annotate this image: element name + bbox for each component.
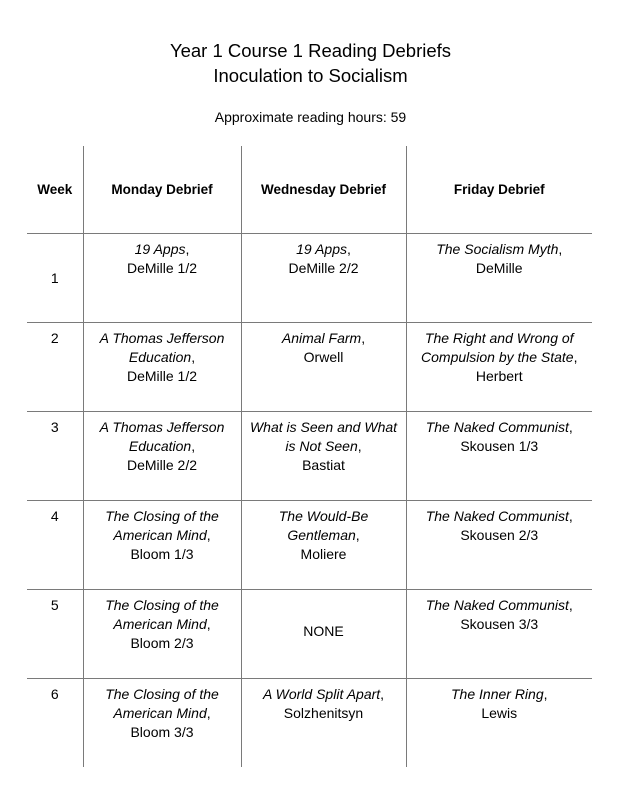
book-title: The Socialism Myth xyxy=(436,241,559,257)
book-title: A World Split Apart xyxy=(262,686,381,702)
wednesday-reading: What is Seen and What is Not Seen, Bastiat xyxy=(241,412,406,501)
book-author: Bloom 1/3 xyxy=(130,546,194,562)
book-author: Skousen 1/3 xyxy=(460,438,539,454)
book-author: DeMille 1/2 xyxy=(126,368,198,384)
wednesday-reading: 19 Apps, DeMille 2/2 xyxy=(241,234,406,323)
monday-reading: A Thomas Jefferson Education, DeMille 1/2 xyxy=(83,323,241,412)
book-title: A Thomas Jefferson Education xyxy=(99,330,225,365)
monday-reading: The Closing of the American Mind, Bloom 3/3 xyxy=(83,679,241,768)
monday-reading: The Closing of the American Mind, Bloom 2/3 xyxy=(83,590,241,679)
friday-reading: The Socialism Myth, DeMille xyxy=(406,234,592,323)
book-title: Animal Farm xyxy=(281,330,362,346)
book-author: Bastiat xyxy=(302,457,345,473)
book-title: The Naked Communist xyxy=(425,419,569,435)
book-title: The Right and Wrong of Compulsion by the State xyxy=(421,330,574,365)
book-author: DeMille 2/2 xyxy=(126,457,198,473)
monday-reading: The Closing of the American Mind, Bloom 1/3 xyxy=(83,501,241,590)
week-number: 1 xyxy=(27,234,83,323)
book-title: The Naked Communist xyxy=(425,508,569,524)
book-author: Skousen 3/3 xyxy=(460,616,539,632)
header-friday: Friday Debrief xyxy=(406,146,592,234)
wednesday-reading-none: NONE xyxy=(241,590,406,679)
reading-hours: Approximate reading hours: 59 xyxy=(214,109,407,125)
header-week: Week xyxy=(27,146,83,234)
book-author: Moliere xyxy=(300,546,347,562)
book-author: Bloom 3/3 xyxy=(130,724,194,740)
table-row xyxy=(27,412,592,501)
book-author: Bloom 2/3 xyxy=(130,635,194,651)
page-title: Year 1 Course 1 Reading Debriefs xyxy=(169,40,452,61)
friday-reading: The Right and Wrong of Compulsion by the State, Herbert xyxy=(406,323,592,412)
book-title: The Closing of the American Mind xyxy=(105,597,219,632)
book-title: The Closing of the American Mind xyxy=(105,686,219,721)
book-author: Herbert xyxy=(475,368,523,384)
book-author: DeMille 1/2 xyxy=(126,260,198,276)
book-title: A Thomas Jefferson Education xyxy=(99,419,225,454)
table-row xyxy=(27,679,592,768)
week-number: 5 xyxy=(27,590,83,679)
table-row xyxy=(27,590,592,679)
debrief-schedule-table xyxy=(27,146,592,767)
table-header-row xyxy=(27,146,592,234)
wednesday-reading: A World Split Apart, Solzhenitsyn xyxy=(241,679,406,768)
friday-reading: The Inner Ring, Lewis xyxy=(406,679,592,768)
header-monday: Monday Debrief xyxy=(83,146,241,234)
book-author: DeMille xyxy=(475,260,523,276)
book-author: DeMille 2/2 xyxy=(288,260,359,276)
monday-reading: 19 Apps, DeMille 1/2 xyxy=(83,234,241,323)
page-header xyxy=(0,38,621,88)
book-title: The Would-Be Gentleman xyxy=(278,508,369,543)
book-author: Orwell xyxy=(303,349,344,365)
week-number: 4 xyxy=(27,501,83,590)
book-title: 19 Apps xyxy=(296,241,347,257)
table-row xyxy=(27,501,592,590)
book-author: Lewis xyxy=(481,705,518,721)
book-title: What is Seen and What is Not Seen xyxy=(249,419,398,454)
wednesday-reading: The Would-Be Gentleman, Moliere xyxy=(241,501,406,590)
friday-reading: The Naked Communist, Skousen 3/3 xyxy=(406,590,592,679)
book-author: Solzhenitsyn xyxy=(283,705,364,721)
book-title: 19 Apps xyxy=(134,241,186,257)
wednesday-reading: Animal Farm, Orwell xyxy=(241,323,406,412)
book-title: The Closing of the American Mind xyxy=(105,508,219,543)
book-title: The Inner Ring xyxy=(451,686,544,702)
book-author: Skousen 2/3 xyxy=(460,527,539,543)
week-number: 2 xyxy=(27,323,83,412)
table-row xyxy=(27,234,592,323)
friday-reading: The Naked Communist, Skousen 2/3 xyxy=(406,501,592,590)
table-row xyxy=(27,323,592,412)
page-subtitle: Inoculation to Socialism xyxy=(213,65,408,86)
week-number: 3 xyxy=(27,412,83,501)
week-number: 6 xyxy=(27,679,83,768)
header-wednesday: Wednesday Debrief xyxy=(241,146,406,234)
friday-reading: The Naked Communist, Skousen 1/3 xyxy=(406,412,592,501)
book-title: The Naked Communist xyxy=(425,597,569,613)
monday-reading: A Thomas Jefferson Education, DeMille 2/2 xyxy=(83,412,241,501)
